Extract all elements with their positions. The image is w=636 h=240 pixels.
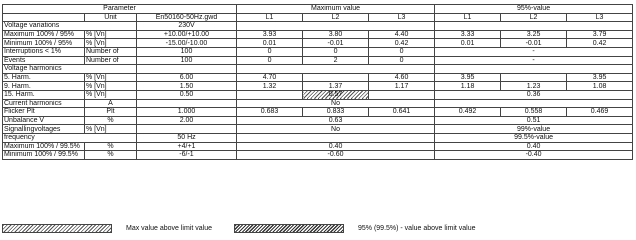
p95-l1: 3.95 (435, 73, 501, 82)
max-all: No (237, 99, 435, 108)
unit-cell: Plt (85, 108, 137, 117)
row-label: Interruptions < 1% (3, 47, 85, 56)
p95-l2 (501, 73, 567, 82)
max-all: 0.40 (237, 142, 435, 151)
row-label: Voltage variations (3, 22, 137, 31)
p95-l3: 3.79 (567, 30, 633, 39)
table-row (3, 30, 633, 39)
max-l3: 4.60 (369, 73, 435, 82)
p95-l3: 0.469 (567, 108, 633, 117)
p95-all: - (435, 56, 633, 65)
p95-l2: 3.25 (501, 30, 567, 39)
table-row (3, 90, 633, 99)
header-row-sub (3, 13, 633, 22)
header-standard: En50160-50Hz.gwd (137, 13, 237, 22)
p95-l1: 1.18 (435, 82, 501, 91)
unit-cell: % [Vn] (85, 90, 137, 99)
unit-cell: % [Vn] (85, 125, 137, 134)
table-row (3, 99, 633, 108)
max-l2: 1.37 (303, 82, 369, 91)
row-label: Voltage harmonics (3, 65, 137, 74)
p95-l3: 0.42 (567, 39, 633, 48)
limit-value: 1.50 (137, 82, 237, 91)
table-row (3, 73, 633, 82)
row-label: 15. Harm. (3, 90, 85, 99)
max-l2 (303, 73, 369, 82)
max-l2: 0 (303, 47, 369, 56)
table-row (3, 82, 633, 91)
max-l3: 0 (369, 56, 435, 65)
max-above-limit-cell: 0.57 (303, 90, 369, 99)
max-l1: 0 (237, 47, 303, 56)
p95-above-limit-swatch (234, 224, 344, 233)
legend-max-above-label: Max value above limit value (126, 225, 212, 232)
limit-value: 230V (137, 22, 237, 31)
row-label: 9. Harm. (3, 82, 85, 91)
max-l3: 0.42 (369, 39, 435, 48)
row-label: Maximum 100% / 95% (3, 30, 85, 39)
header-95-l2: L2 (501, 13, 567, 22)
unit-cell: % [Vn] (85, 82, 137, 91)
max-all: 0.63 (237, 116, 435, 125)
unit-cell: % [Vn] (85, 30, 137, 39)
p95-l2: -0.01 (501, 39, 567, 48)
unit-cell: % [Vn] (85, 73, 137, 82)
legend-p95-above-label: 95% (99.5%) - value above limit value (358, 225, 476, 232)
header-95-l1: L1 (435, 13, 501, 22)
max-l3: 0.641 (369, 108, 435, 117)
max-l1: 0.01 (237, 39, 303, 48)
limit-value: -15.00/-10.00 (137, 39, 237, 48)
header-maximum-value: Maximum value (237, 5, 435, 14)
p95-all: 99.5%-value (435, 133, 633, 142)
header-max-l2: L2 (303, 13, 369, 22)
row-label: Minimum 100% / 99.5% (3, 151, 85, 160)
p95-all: 0.36 (435, 90, 633, 99)
limit-value: -6/-1 (137, 151, 237, 160)
p95-l3: 1.08 (567, 82, 633, 91)
max-l1: 1.32 (237, 82, 303, 91)
max-l2: -0.01 (303, 39, 369, 48)
p95-all: 0.51 (435, 116, 633, 125)
p95-l3: 3.95 (567, 73, 633, 82)
p95-l1: 0.492 (435, 108, 501, 117)
p95-l1: 3.33 (435, 30, 501, 39)
p95-all: -0.40 (435, 151, 633, 160)
max-l1: 0 (237, 56, 303, 65)
header-max-l3: L3 (369, 13, 435, 22)
header-95-l3: L3 (567, 13, 633, 22)
limit-value: 2.00 (137, 116, 237, 125)
table-row (3, 39, 633, 48)
table-row (3, 22, 633, 31)
limit-value: +4/+1 (137, 142, 237, 151)
unit-cell: A (85, 99, 137, 108)
row-label: 5. Harm. (3, 73, 85, 82)
row-label: Current harmonics (3, 99, 85, 108)
unit-cell: % (85, 151, 137, 160)
limit-value: 0.50 (137, 90, 237, 99)
max-all: -0.60 (237, 151, 435, 160)
table-row (3, 133, 633, 142)
row-label: Signallingvoltages (3, 125, 85, 134)
max-l3: 4.40 (369, 30, 435, 39)
table-row (3, 116, 633, 125)
table-row (3, 65, 633, 74)
max-all: No (237, 125, 435, 134)
header-row-top (3, 5, 633, 14)
header-95-value: 95%-value (435, 5, 633, 14)
p95-l2: 1.23 (501, 82, 567, 91)
max-l2: 2 (303, 56, 369, 65)
header-blank (3, 13, 85, 22)
max-l3: 1.17 (369, 82, 435, 91)
limit-value: 50 Hz (137, 133, 237, 142)
header-parameter: Parameter (3, 5, 237, 14)
unit-cell: % (85, 142, 137, 151)
legend (2, 223, 632, 234)
limit-value: 100 (137, 47, 237, 56)
max-l3: 0 (369, 47, 435, 56)
table-row (3, 125, 633, 134)
max-l1: 3.93 (237, 30, 303, 39)
header-unit: Unit (85, 13, 137, 22)
unit-cell: % [Vn] (85, 39, 137, 48)
p95-all: - (435, 47, 633, 56)
unit-cell: % (85, 116, 137, 125)
header-max-l1: L1 (237, 13, 303, 22)
max-l2: 3.80 (303, 30, 369, 39)
max-l2: 0.833 (303, 108, 369, 117)
table-row (3, 56, 633, 65)
limit-value: +10.00/+10.00 (137, 30, 237, 39)
max-l1: 4.70 (237, 73, 303, 82)
max-l1: 0.683 (237, 108, 303, 117)
row-label: frequency (3, 133, 137, 142)
limit-value: 1.000 (137, 108, 237, 117)
p95-l1: 0.01 (435, 39, 501, 48)
table-row (3, 142, 633, 151)
p95-l2: 0.558 (501, 108, 567, 117)
p95-all: 99%-value (435, 125, 633, 134)
limit-value: 100 (137, 56, 237, 65)
table-row (3, 47, 633, 56)
max-above-limit-swatch (2, 224, 112, 233)
row-label: Flicker Plt (3, 108, 85, 117)
table-row (3, 151, 633, 160)
power-quality-report-table (2, 4, 633, 160)
unit-cell: Number of (85, 47, 137, 56)
row-label: Maximum 100% / 99.5% (3, 142, 85, 151)
limit-value: 6.00 (137, 73, 237, 82)
row-label: Unbalance V (3, 116, 85, 125)
unit-cell: Number of (85, 56, 137, 65)
p95-all: 0.40 (435, 142, 633, 151)
table-row (3, 108, 633, 117)
row-label: Events (3, 56, 85, 65)
row-label: Minimum 100% / 95% (3, 39, 85, 48)
